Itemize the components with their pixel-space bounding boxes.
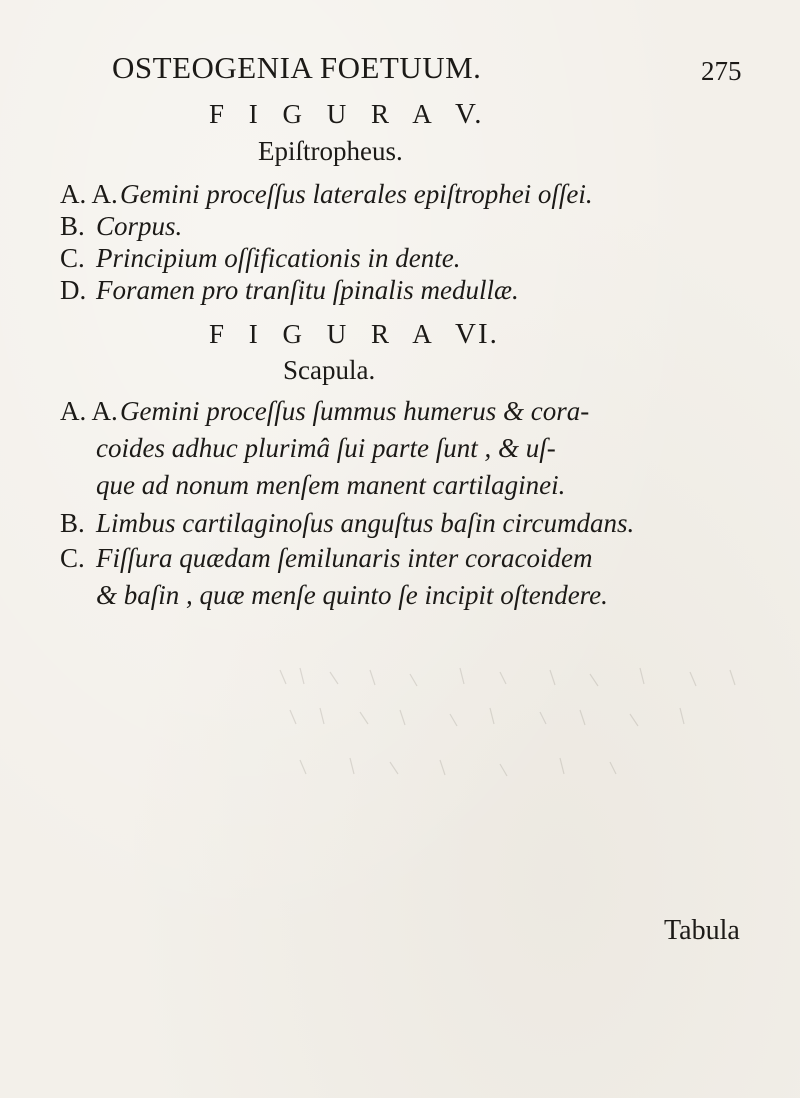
entry-label: C. bbox=[60, 543, 85, 573]
figure-6-subject: Scapula. bbox=[283, 355, 376, 385]
catchword: Tabula bbox=[664, 915, 740, 946]
entry-label: D. bbox=[60, 275, 87, 305]
entry-label: A. A. bbox=[60, 396, 118, 426]
show-through-marks bbox=[260, 650, 780, 810]
entry-text: Principium oſſificationis in dente. bbox=[96, 243, 461, 273]
entry-text: Corpus. bbox=[96, 211, 183, 241]
entry-continuation: que ad nonum menſem manent cartilaginei. bbox=[96, 470, 566, 500]
entry-continuation: coides adhuc plurimâ ſui parte ſunt , & uſ- bbox=[96, 433, 556, 463]
figure-6-entry-b bbox=[60, 505, 750, 542]
running-head: OSTEOGENIA FOETUUM. bbox=[112, 50, 482, 85]
entry-text: Gemini proceſſus ſummus humerus & cora- bbox=[120, 396, 590, 426]
entry-label: B. bbox=[60, 211, 85, 241]
figure-5-entry-d bbox=[60, 272, 750, 309]
figure-6-heading bbox=[209, 318, 499, 351]
entry-text: Gemini proceſſus laterales epiſtrophei oſſei. bbox=[120, 179, 593, 209]
entry-text: Foramen pro tranſitu ſpinalis medullæ. bbox=[96, 275, 519, 305]
entry-label: A. A. bbox=[60, 179, 118, 209]
figure-5-label: F I G U R A bbox=[209, 99, 440, 129]
entry-continuation: & baſin , quæ menſe quinto ſe incipit oſtendere. bbox=[96, 580, 608, 610]
page-number: 275 bbox=[701, 56, 742, 86]
figure-6-entry-c bbox=[60, 540, 750, 614]
figure-5-heading bbox=[209, 98, 484, 131]
figure-6-label: F I G U R A bbox=[209, 319, 440, 349]
figure-6-number: VI. bbox=[455, 318, 499, 350]
entry-label: B. bbox=[60, 508, 85, 538]
figure-5-subject: Epiſtropheus. bbox=[258, 136, 403, 166]
figure-5-number: V. bbox=[455, 98, 484, 130]
entry-text: Fiſſura quædam ſemilunaris inter coracoidem bbox=[96, 543, 593, 573]
figure-6-entry-a bbox=[60, 393, 750, 504]
entry-text: Limbus cartilaginoſus anguſtus baſin circumdans. bbox=[96, 508, 635, 538]
entry-label: C. bbox=[60, 243, 85, 273]
